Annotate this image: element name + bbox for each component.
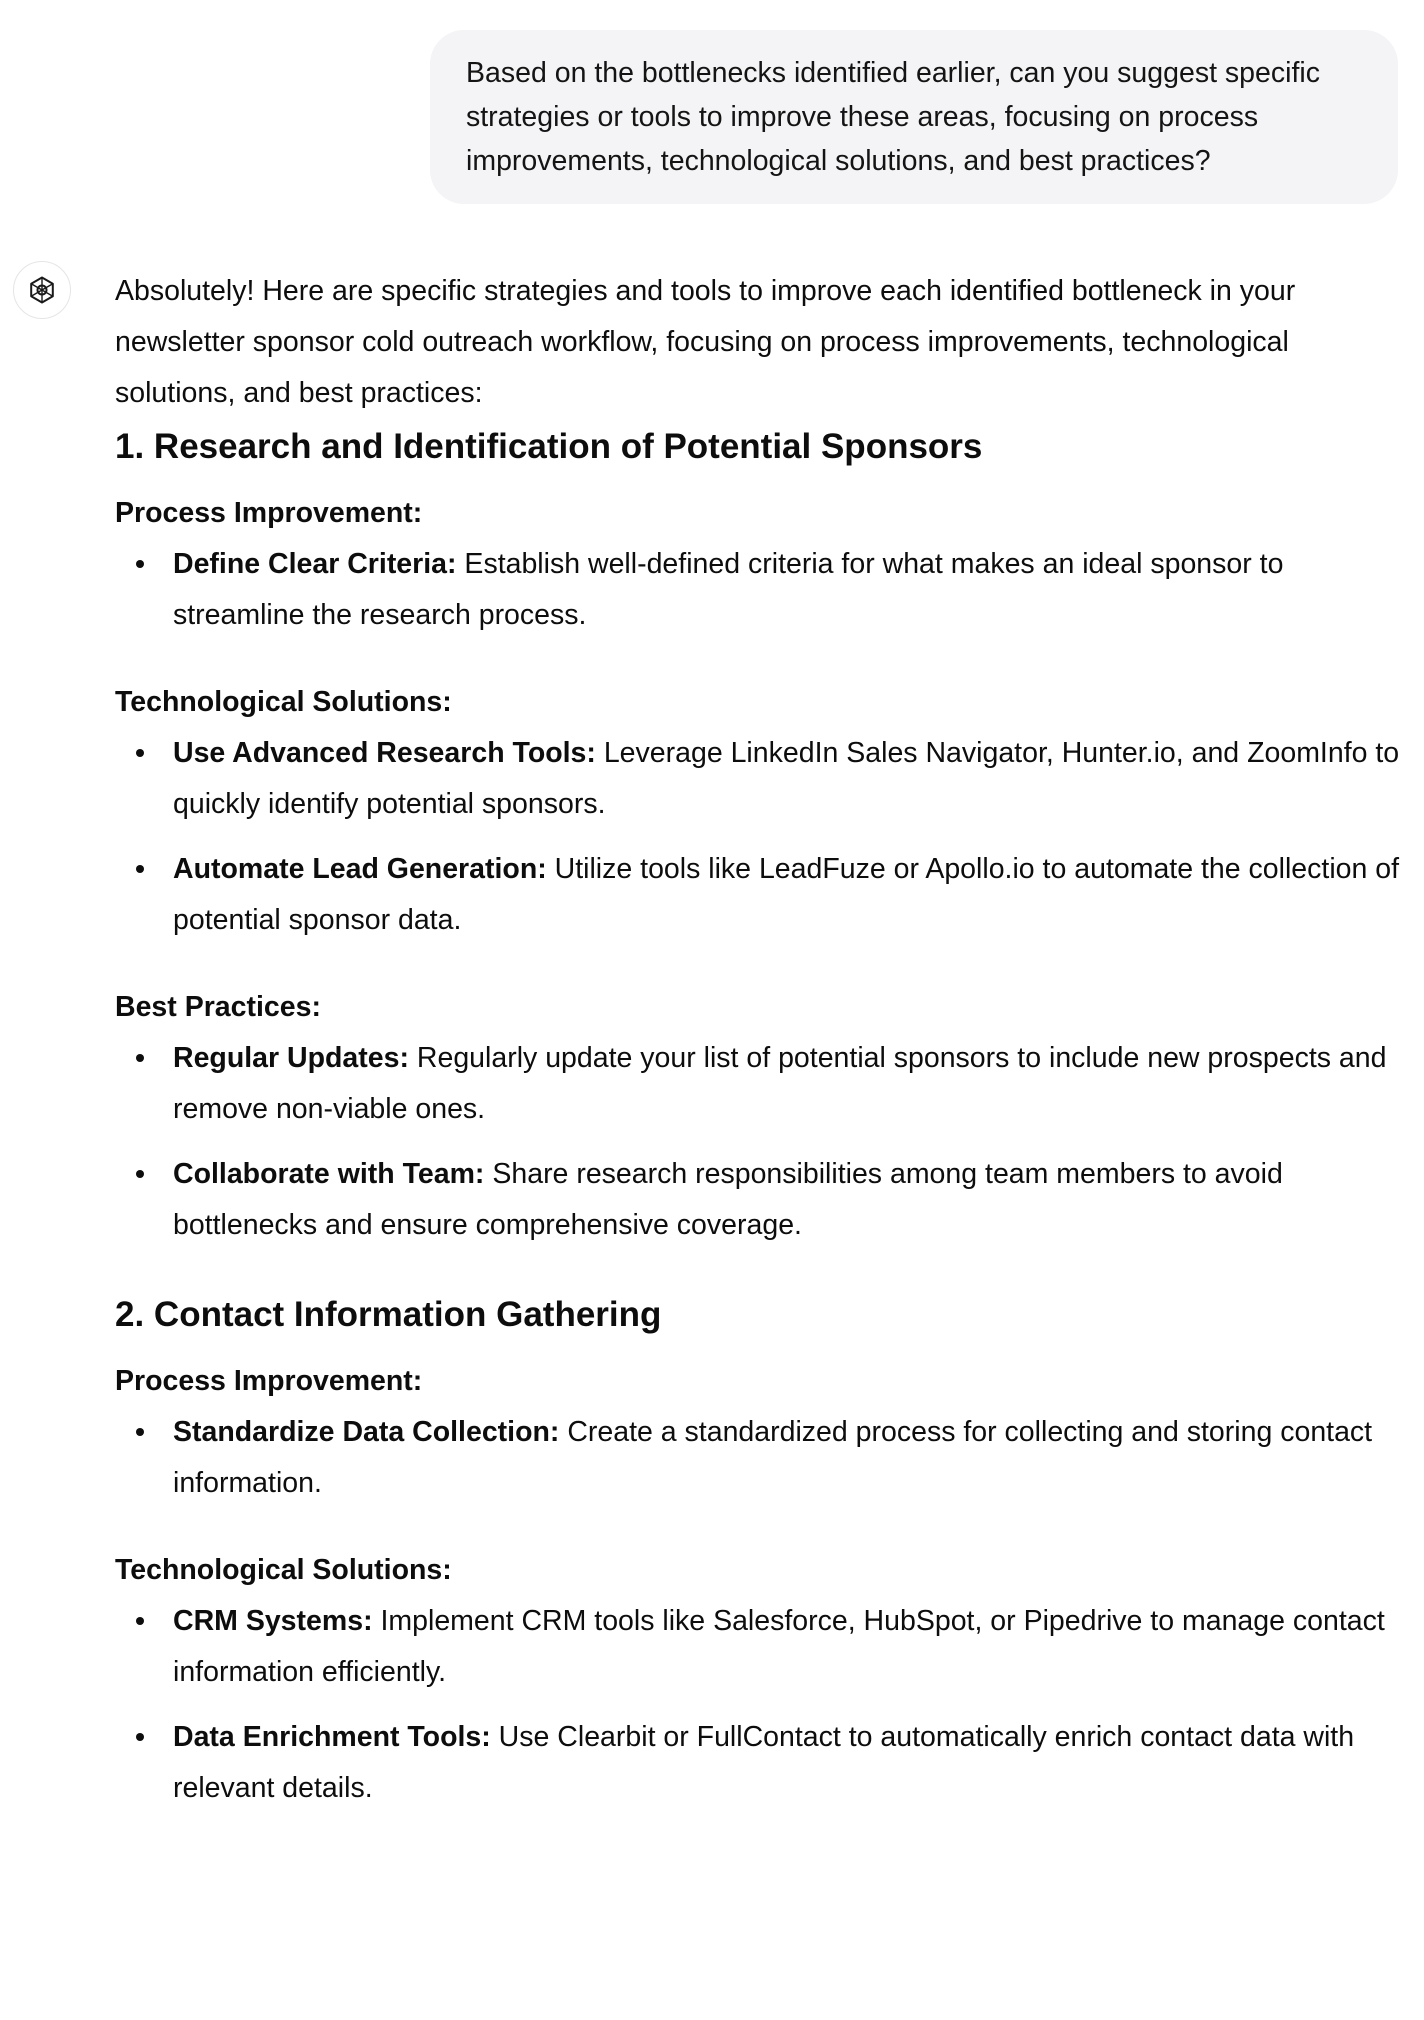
bullet-icon (136, 1428, 144, 1436)
item-label: Regular Updates: (173, 1042, 409, 1074)
item-label: Use Advanced Research Tools: (173, 737, 596, 769)
user-message-text: Based on the bottlenecks identified earlier, can you suggest specific strategies or tools to improve these areas, focusing on process improvements, technological solutions, and best practices? (466, 57, 1320, 177)
item-label: Automate Lead Generation: (173, 853, 547, 885)
list-item (115, 728, 1405, 830)
user-message-bubble (430, 30, 1398, 204)
list-item (115, 1407, 1405, 1509)
group-title: Process Improvement: (115, 497, 423, 529)
assistant-message (115, 266, 1405, 1850)
bullet-icon (136, 1054, 144, 1062)
item-label: Data Enrichment Tools: (173, 1721, 491, 1753)
item-label: Define Clear Criteria: (173, 548, 457, 580)
bullet-icon (136, 560, 144, 568)
group-title: Technological Solutions: (115, 686, 452, 718)
item-text: Utilize tools like LeadFuze or Apollo.io to automate the collection of potential sponsor data. (173, 853, 1400, 936)
item-text: Use Clearbit or FullContact to automatically enrich contact data with relevant details. (173, 1721, 1355, 1804)
assistant-intro: Absolutely! Here are specific strategies and tools to improve each identified bottleneck in your newsletter sponsor cold outreach workflow, focusing on process improvements, technological solutions, and best practices: (115, 275, 1296, 409)
item-text: Implement CRM tools like Salesforce, HubSpot, or Pipedrive to manage contact information efficiently. (173, 1605, 1385, 1688)
section-heading: 2. Contact Information Gathering (115, 1295, 662, 1334)
list-item (115, 844, 1405, 946)
bullet-icon (136, 1733, 144, 1741)
item-text: Regularly update your list of potential sponsors to include new prospects and remove non-viable ones. (173, 1042, 1387, 1125)
list-item (115, 1149, 1405, 1251)
list-item (115, 539, 1405, 641)
bullet-icon (136, 749, 144, 757)
item-text: Create a standardized process for collecting and storing contact information. (173, 1416, 1373, 1499)
bullet-list (115, 728, 1405, 946)
bullet-list (115, 1407, 1405, 1509)
item-label: Standardize Data Collection: (173, 1416, 560, 1448)
assistant-avatar (13, 261, 71, 319)
bullet-list (115, 1596, 1405, 1814)
openai-logo-icon (24, 272, 60, 308)
bullet-list (115, 539, 1405, 641)
item-text: Establish well-defined criteria for what makes an ideal sponsor to streamline the research process. (173, 548, 1284, 631)
group-title: Technological Solutions: (115, 1554, 452, 1586)
list-item (115, 1033, 1405, 1135)
item-label: CRM Systems: (173, 1605, 373, 1637)
bullet-icon (136, 1617, 144, 1625)
bullet-list (115, 1033, 1405, 1251)
group-title: Process Improvement: (115, 1365, 423, 1397)
bullet-icon (136, 1170, 144, 1178)
group-title: Best Practices: (115, 991, 321, 1023)
item-text: Share research responsibilities among team members to avoid bottlenecks and ensure comprehensive coverage. (173, 1158, 1283, 1241)
item-text: Leverage LinkedIn Sales Navigator, Hunter.io, and ZoomInfo to quickly identify potential sponsors. (173, 737, 1400, 820)
list-item (115, 1712, 1405, 1814)
section-heading: 1. Research and Identification of Potential Sponsors (115, 427, 983, 466)
item-label: Collaborate with Team: (173, 1158, 485, 1190)
bullet-icon (136, 865, 144, 873)
list-item (115, 1596, 1405, 1698)
